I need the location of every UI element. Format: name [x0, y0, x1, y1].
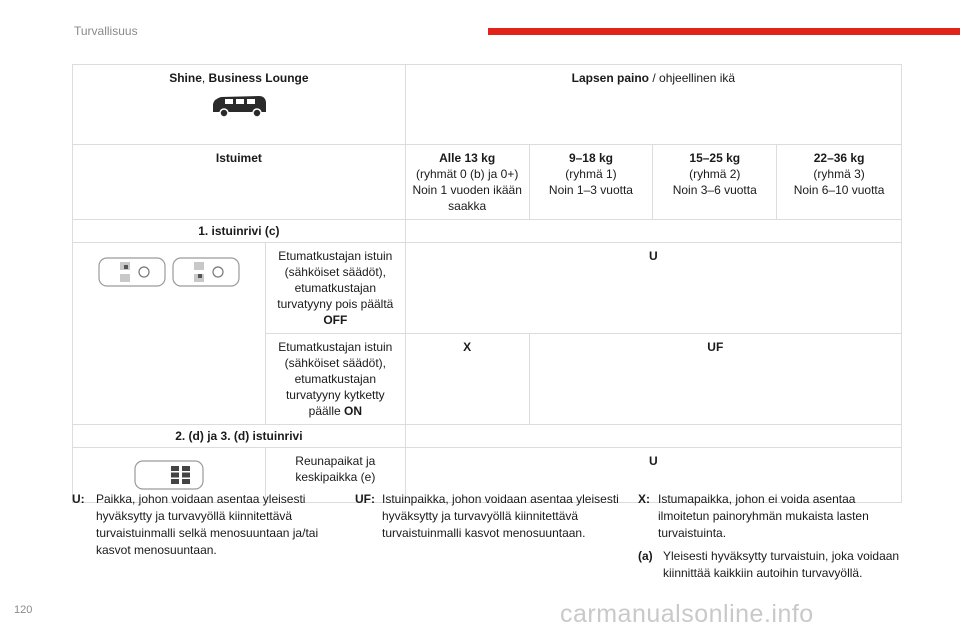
front-seat-icon-cell — [73, 243, 266, 425]
watermark: carmanualsonline.info — [560, 600, 814, 628]
row1b-value-b: UF — [529, 334, 901, 425]
model-cell — [73, 65, 406, 145]
model-name-1: Shine — [169, 71, 202, 85]
row2-label: 2. (d) ja 3. (d) istuinrivi — [73, 425, 406, 448]
group-cell: 22–36 kg (ryhmä 3) Noin 6–10 vuotta — [777, 145, 902, 220]
weight-header — [405, 65, 901, 145]
model-name-2: Business Lounge — [208, 71, 309, 85]
page-number: 120 — [14, 604, 33, 616]
van-icon — [209, 92, 269, 120]
front-seat-airbag-icon — [96, 252, 242, 292]
legend-uf: UF: Istuinpaikka, johon voidaan asentaa yleisesti hyväksytty ja turvavyöllä kiinnitettävä turvaistuinmalli kasvot menosuuntaan. — [355, 492, 619, 540]
weight-label-rest: / ohjeellinen ikä — [649, 71, 736, 85]
row2-value: U — [405, 448, 901, 503]
group-cell: 15–25 kg (ryhmä 2) Noin 3–6 vuotta — [653, 145, 777, 220]
row1a-seat: Etumatkustajan istuin (sähköiset säädöt), etumatkustajan turvatyyny pois päältä OFF — [265, 243, 405, 334]
seats-label: Istuimet — [73, 145, 406, 220]
legend-x: X: Istumapaikka, johon ei voida asentaa ilmoitetun painoryhmän mukaista lasten turvaistuinta. — [638, 492, 869, 540]
row2-seat: Reunapaikat ja keskipaikka (e) — [265, 448, 405, 503]
model-sep: , — [201, 71, 209, 85]
group-cell: 9–18 kg (ryhmä 1) Noin 1–3 vuotta — [529, 145, 653, 220]
row1b-value-a: X — [405, 334, 529, 425]
section-title: Turvallisuus — [74, 24, 138, 38]
child-seat-table — [72, 64, 902, 503]
row1b-seat: Etumatkustajan istuin (sähköiset säädöt), etumatkustajan turvatyyny kytketty päälle ON — [265, 334, 405, 425]
row1-label: 1. istuinrivi (c) — [73, 220, 406, 243]
weight-label: Lapsen paino — [571, 71, 650, 85]
group-cell: Alle 13 kg (ryhmät 0 (b) ja 0+) Noin 1 vuoden ikään saakka — [405, 145, 529, 220]
legend-u: U: Paikka, johon voidaan asentaa yleisesti hyväksytty ja turvavyöllä kiinnitettävä turvaistuinmalli selkä menosuuntaan ja/tai kasvot menosuuntaan. — [72, 492, 319, 557]
accent-bar — [488, 28, 960, 35]
row1a-value: U — [405, 243, 901, 334]
legend-a: (a) Yleisesti hyväksytty turvaistuin, joka voidaan kiinnittää kaikkiin autoihin turvavyöllä. — [638, 549, 900, 580]
rear-seats-icon — [133, 457, 205, 493]
